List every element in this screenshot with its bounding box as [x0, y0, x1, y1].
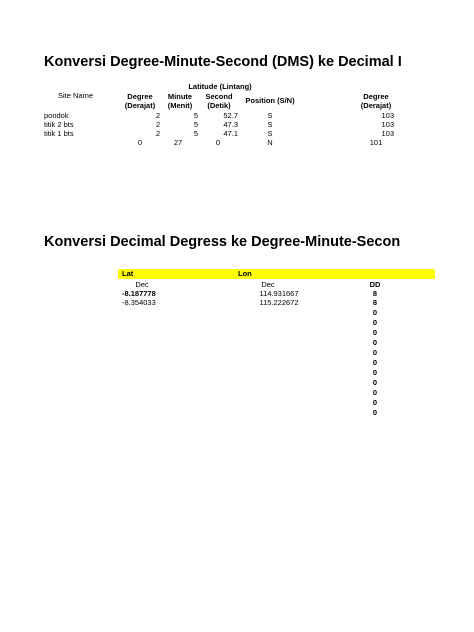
dd-cell: 8 [372, 289, 378, 298]
second-header: Second (Detik) [205, 92, 233, 110]
degree-header: Degree (Derajat) [124, 92, 156, 110]
position-header: Position (S/N) [245, 96, 295, 105]
lon-label: Lon [238, 269, 252, 278]
dd-cell: 0 [372, 308, 378, 317]
second-cell: 47.1 [223, 129, 238, 138]
degree-cell: 2 [155, 111, 160, 120]
degree2-cell: 103 [381, 120, 394, 129]
dd-cell: 0 [372, 318, 378, 327]
degree-cell: 2 [155, 120, 160, 129]
section1-title: Konversi Degree-Minute-Second (DMS) ke Decimal I [44, 54, 402, 70]
dd-cell: 0 [372, 328, 378, 337]
lat-dec-cell: -8.354033 [122, 298, 156, 307]
latitude-group-header: Latitude (Lintang) [188, 82, 252, 91]
position-cell: S [267, 111, 273, 120]
lat-lon-header-band [118, 269, 435, 279]
position-cell: S [267, 120, 273, 129]
dd-cell: 0 [372, 338, 378, 347]
minute-cell: 5 [193, 120, 198, 129]
dd-cell: 0 [372, 408, 378, 417]
dd-cell: 8 [372, 298, 378, 307]
degree2-cell: 103 [381, 111, 394, 120]
dd-cell: 0 [372, 348, 378, 357]
dd-cell: 0 [372, 368, 378, 377]
degree-cell: 2 [155, 129, 160, 138]
site-cell: pondok [44, 111, 69, 120]
dd-cell: 0 [372, 378, 378, 387]
site-cell: titik 2 bts [44, 120, 74, 129]
degree2-cell: 101 [369, 138, 383, 147]
lon-dec-cell: 114.931667 [259, 289, 299, 298]
minute-cell: 5 [193, 129, 198, 138]
second-cell: 0 [215, 138, 221, 147]
minute-cell: 27 [173, 138, 183, 147]
second-cell: 47.3 [223, 120, 238, 129]
site-name-header: Site Name [58, 91, 94, 100]
degree2-header: Degree (Derajat) [360, 92, 392, 110]
lon-dec-header: Dec [261, 280, 275, 289]
minute-header: Minute (Menit) [167, 92, 193, 110]
degree-cell: 0 [137, 138, 143, 147]
degree2-cell: 103 [381, 129, 394, 138]
dd-cell: 0 [372, 358, 378, 367]
lat-dec-header: Dec [135, 280, 149, 289]
lat-label: Lat [122, 269, 134, 278]
dd-cell: 0 [372, 398, 378, 407]
position-cell: N [267, 138, 273, 147]
minute-cell: 5 [193, 111, 198, 120]
site-cell: titik 1 bts [44, 129, 74, 138]
lat-dec-cell: -8.187778 [122, 289, 156, 298]
lon-dec-cell: 115.222672 [259, 298, 299, 307]
dd-header: DD [369, 280, 381, 289]
second-cell: 52.7 [223, 111, 238, 120]
dd-cell: 0 [372, 388, 378, 397]
position-cell: S [267, 129, 273, 138]
section2-title: Konversi Decimal Degress ke Degree-Minute-Secon [44, 234, 401, 250]
